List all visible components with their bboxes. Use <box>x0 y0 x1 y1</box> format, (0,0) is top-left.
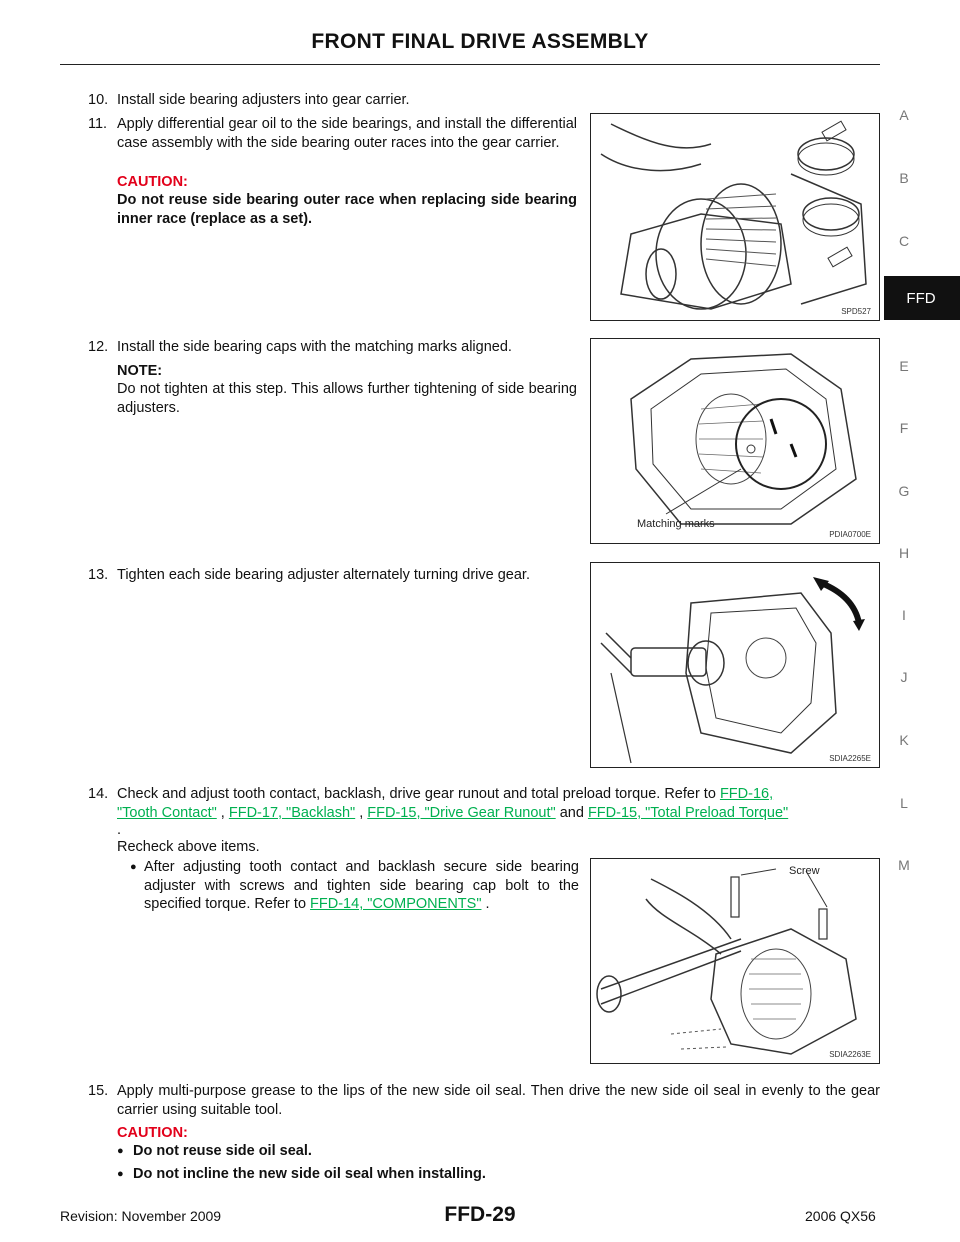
step-11-caution-label: CAUTION: <box>117 174 188 190</box>
tighten-adjuster-illustration <box>591 563 878 766</box>
step-14-text-a: Check and adjust tooth contact, backlash, drive gear runout and total preload torque. Refer to <box>117 786 716 802</box>
separator: , <box>359 804 364 821</box>
step-12-note-label: NOTE: <box>117 363 163 379</box>
side-index-b[interactable]: B <box>899 170 909 186</box>
figure-code: SDIA2263E <box>829 1050 871 1059</box>
footer-model: 2006 QX56 <box>805 1208 876 1224</box>
footer-revision: Revision: November 2009 <box>60 1208 222 1224</box>
side-index-g[interactable]: G <box>898 483 910 499</box>
side-index-k[interactable]: K <box>899 732 909 748</box>
figure-code: SPD527 <box>841 307 871 316</box>
link-backlash[interactable]: FFD-17, "Backlash" <box>228 804 356 821</box>
step-15-caution-label: CAUTION: <box>117 1125 188 1141</box>
step-15-number: 15. <box>88 1083 109 1099</box>
step-14-bullet-body: After adjusting tooth contact and backlash secure side bearing adjuster with screws and tighten side bearing cap bolt to the specified torque. Refer to <box>144 859 579 912</box>
link-tooth-contact-a[interactable]: FFD-16, <box>719 786 774 802</box>
step-14-period: . <box>117 822 122 838</box>
side-index-f[interactable]: F <box>899 420 909 436</box>
bullet-icon: ● <box>117 1145 124 1157</box>
step-15-bullet-2: Do not incline the new side oil seal when installing. <box>133 1166 486 1182</box>
bearing-caps-illustration <box>591 339 878 542</box>
side-index-l[interactable]: L <box>900 795 908 811</box>
side-index-a[interactable]: A <box>899 107 909 123</box>
step-11-text: Apply differential gear oil to the side bearings, and install the differential case assembly with the side bearing outer races into the gear carrier. <box>117 116 577 151</box>
side-index-ffd-label: FFD <box>906 289 936 307</box>
screws-illustration <box>591 859 878 1062</box>
link-drive-gear-runout[interactable]: FFD-15, "Drive Gear Runout" <box>367 804 556 821</box>
step-13-text: Tighten each side bearing adjuster alternately turning drive gear. <box>117 567 530 583</box>
figure-code: SDIA2265E <box>829 754 871 763</box>
step-10-number: 10. <box>88 92 109 108</box>
link-tooth-contact-b[interactable]: "Tooth Contact" <box>117 804 217 821</box>
step-15-text: Apply multi-purpose grease to the lips of the new side oil seal. Then drive the new side oil seal in evenly to the gear carrier using suitable tool. <box>117 1083 880 1118</box>
bullet-icon: ● <box>130 861 137 873</box>
step-12-note-text: Do not tighten at this step. This allows further tightening of side bearing adjusters. <box>117 381 577 416</box>
side-index-i[interactable]: I <box>902 607 906 623</box>
side-index-ffd-tab[interactable] <box>884 276 960 320</box>
step-11-caution-text: Do not reuse side bearing outer race when replacing side bearing inner race (replace as a set). <box>117 192 577 227</box>
step-12-text: Install the side bearing caps with the matching marks aligned. <box>117 339 512 355</box>
link-total-preload-torque[interactable]: FFD-15, "Total Preload Torque" <box>587 804 789 821</box>
step-14-text <box>117 785 880 822</box>
and-text: and <box>559 804 584 821</box>
step-14-bullet-end: . <box>485 896 490 912</box>
link-components[interactable]: FFD-14, "COMPONENTS" <box>310 896 482 912</box>
title-rule <box>60 64 880 65</box>
step-10-text: Install side bearing adjusters into gear carrier. <box>117 92 410 108</box>
figure-code: PDIA0700E <box>829 530 871 539</box>
figure-tighten-adjuster <box>590 562 880 768</box>
bullet-icon: ● <box>117 1168 124 1180</box>
figure-differential-installation <box>590 113 880 321</box>
step-12-number: 12. <box>88 339 109 355</box>
side-index-e[interactable]: E <box>899 358 909 374</box>
step-13-number: 13. <box>88 567 109 583</box>
side-index-h[interactable]: H <box>898 545 910 561</box>
differential-case-illustration <box>591 114 878 319</box>
page-title: FRONT FINAL DRIVE ASSEMBLY <box>311 30 649 53</box>
side-index-c[interactable]: C <box>898 233 910 249</box>
matching-marks-label: Matching marks <box>637 518 715 530</box>
step-11-number: 11. <box>88 116 108 132</box>
step-14-bullet-text <box>144 858 579 914</box>
footer-page-number: FFD-29 <box>444 1203 516 1226</box>
screw-label: Screw <box>789 865 820 877</box>
step-14-recheck: Recheck above items. <box>117 839 260 855</box>
side-index-m[interactable]: M <box>898 857 910 873</box>
side-index-j[interactable]: J <box>900 669 908 685</box>
figure-matching-marks <box>590 338 880 544</box>
step-15-bullet-1: Do not reuse side oil seal. <box>133 1143 312 1159</box>
separator: , <box>220 804 225 821</box>
figure-screws <box>590 858 880 1064</box>
step-14-number: 14. <box>88 786 109 802</box>
